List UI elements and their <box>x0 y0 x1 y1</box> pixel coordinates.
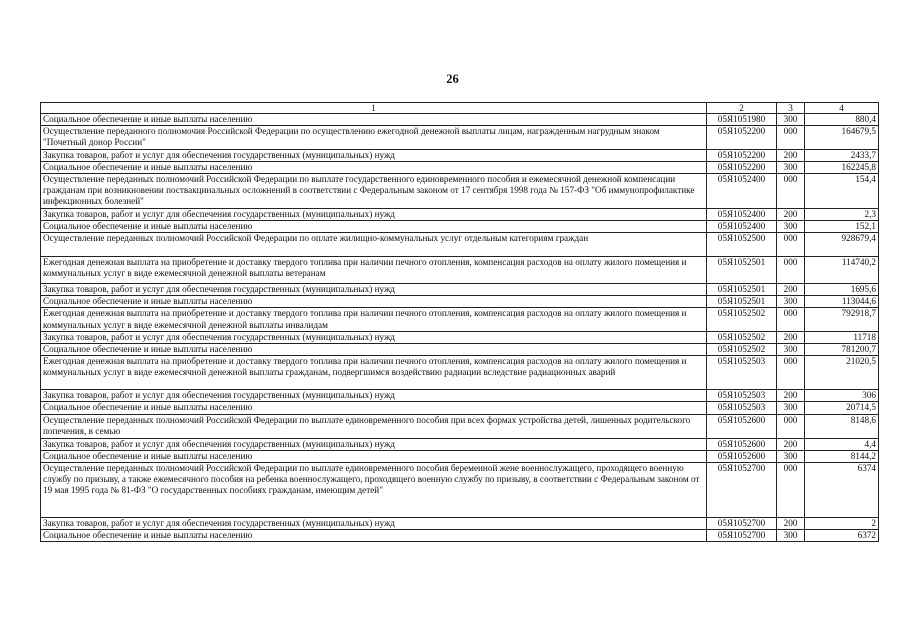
row-type-cell: 200 <box>777 438 805 450</box>
row-type-cell: 300 <box>777 402 805 414</box>
table-row <box>41 390 879 402</box>
row-sum-cell: 164679,5 <box>805 126 879 149</box>
row-code-cell: 05Я1052600 <box>707 450 777 462</box>
row-code-cell: 05Я1052503 <box>707 356 777 390</box>
row-sum-cell: 20714,5 <box>805 402 879 414</box>
row-sum-cell: 152,1 <box>805 220 879 232</box>
table-row <box>41 174 879 209</box>
row-type-cell: 300 <box>777 450 805 462</box>
row-code-cell: 05Я1052600 <box>707 414 777 438</box>
row-code-cell: 05Я1052700 <box>707 530 777 542</box>
row-name-cell: Социальное обеспечение и иные выплаты населению <box>41 402 707 414</box>
budget-table <box>40 102 879 542</box>
row-type-cell: 300 <box>777 220 805 232</box>
table-row <box>41 284 879 296</box>
row-name-cell: Социальное обеспечение и иные выплаты населению <box>41 161 707 173</box>
header-cell-type: 3 <box>777 103 805 114</box>
table-row <box>41 414 879 438</box>
row-code-cell: 05Я1052600 <box>707 438 777 450</box>
row-name-cell: Закупка товаров, работ и услуг для обеспечения государственных (муниципальных) нужд <box>41 390 707 402</box>
table-row <box>41 402 879 414</box>
header-cell-name: 1 <box>41 103 707 114</box>
row-type-cell: 300 <box>777 296 805 308</box>
table-row <box>41 114 879 126</box>
row-sum-cell: 2 <box>805 518 879 530</box>
row-code-cell: 05Я1051980 <box>707 114 777 126</box>
row-sum-cell: 113044,6 <box>805 296 879 308</box>
row-sum-cell: 928679,4 <box>805 233 879 257</box>
table-header-row <box>41 103 879 114</box>
row-code-cell: 05Я1052502 <box>707 331 777 343</box>
row-name-cell: Ежегодная денежная выплата на приобретение и доставку твердого топлива при наличии печного отопления, компенсация расходов на оплату жилого помещения и коммунальных услуг в виде ежемесячной денежной выплаты ветеранам <box>41 257 707 284</box>
row-code-cell: 05Я1052400 <box>707 208 777 220</box>
row-type-cell: 300 <box>777 161 805 173</box>
row-code-cell: 05Я1052400 <box>707 220 777 232</box>
table-row <box>41 463 879 518</box>
row-type-cell: 300 <box>777 530 805 542</box>
row-sum-cell: 2433,7 <box>805 149 879 161</box>
table-row <box>41 438 879 450</box>
row-name-cell: Закупка товаров, работ и услуг для обеспечения государственных (муниципальных) нужд <box>41 208 707 220</box>
row-sum-cell: 11718 <box>805 331 879 343</box>
row-name-cell: Осуществление переданных полномочий Российской Федерации по выплате единовременного пособия при всех формах устройства детей, лишенных родительского попечения, в семью <box>41 414 707 438</box>
table-row <box>41 257 879 284</box>
row-name-cell: Осуществление переданных полномочий Российской Федерации по оплате жилищно-коммунальных услуг отдельным категориям граждан <box>41 233 707 257</box>
row-sum-cell: 6372 <box>805 530 879 542</box>
row-name-cell: Социальное обеспечение и иные выплаты населению <box>41 114 707 126</box>
row-code-cell: 05Я1052501 <box>707 284 777 296</box>
table-row <box>41 450 879 462</box>
row-sum-cell: 2,3 <box>805 208 879 220</box>
row-sum-cell: 6374 <box>805 463 879 518</box>
table-row <box>41 308 879 331</box>
row-type-cell: 000 <box>777 356 805 390</box>
row-name-cell: Ежегодная денежная выплата на приобретение и доставку твердого топлива при наличии печного отопления, компенсация расходов на оплату жилого помещения и коммунальных услуг в виде ежемесячной денежной выплаты инвалидам <box>41 308 707 331</box>
table-row <box>41 530 879 542</box>
row-type-cell: 000 <box>777 463 805 518</box>
row-name-cell: Осуществление переданных полномочий Российской Федерации по выплате государственного единовременного пособия и ежемесячной денежной компенсации гражданам при возникновении поствакцинальных осложнений в соответствии с Федеральным законом от 17 сентября 1998 года № 157-ФЗ "Об иммунопрофилактике инфекционных болезней" <box>41 174 707 209</box>
row-sum-cell: 8144,2 <box>805 450 879 462</box>
row-sum-cell: 8148,6 <box>805 414 879 438</box>
row-sum-cell: 880,4 <box>805 114 879 126</box>
row-code-cell: 05Я1052501 <box>707 257 777 284</box>
row-code-cell: 05Я1052503 <box>707 402 777 414</box>
row-type-cell: 000 <box>777 308 805 331</box>
row-type-cell: 200 <box>777 390 805 402</box>
row-type-cell: 200 <box>777 208 805 220</box>
row-type-cell: 000 <box>777 126 805 149</box>
row-code-cell: 05Я1052400 <box>707 174 777 209</box>
row-sum-cell: 781200,7 <box>805 344 879 356</box>
table-row <box>41 161 879 173</box>
row-type-cell: 200 <box>777 518 805 530</box>
row-code-cell: 05Я1052503 <box>707 390 777 402</box>
row-name-cell: Ежегодная денежная выплата на приобретение и доставку твердого топлива при наличии печного отопления, компенсация расходов на оплату жилого помещения и коммунальных услуг в виде ежемесячной денежной выплаты гражданам, подвергшимся воздействию радиации вследствие радиационных аварий <box>41 356 707 390</box>
row-type-cell: 300 <box>777 114 805 126</box>
row-sum-cell: 1695,6 <box>805 284 879 296</box>
header-cell-sum: 4 <box>805 103 879 114</box>
row-code-cell: 05Я1052502 <box>707 308 777 331</box>
table-row <box>41 344 879 356</box>
table-row <box>41 126 879 149</box>
row-name-cell: Осуществление переданных полномочий Российской Федерации по выплате единовременного пособия беременной жене военнослужащего, проходящего военную службу по призыву, а также ежемесячного пособия на ребенка военнослужащего, проходящего военную службу по призыву, в соответствии с Федеральным законом от 19 мая 1995 года № 81-ФЗ "О государственных пособиях гражданам, имеющим детей" <box>41 463 707 518</box>
row-code-cell: 05Я1052501 <box>707 296 777 308</box>
table-row <box>41 220 879 232</box>
row-code-cell: 05Я1052502 <box>707 344 777 356</box>
row-name-cell: Закупка товаров, работ и услуг для обеспечения государственных (муниципальных) нужд <box>41 331 707 343</box>
row-type-cell: 000 <box>777 233 805 257</box>
row-code-cell: 05Я1052500 <box>707 233 777 257</box>
table-row <box>41 518 879 530</box>
row-name-cell: Социальное обеспечение и иные выплаты населению <box>41 220 707 232</box>
row-name-cell: Закупка товаров, работ и услуг для обеспечения государственных (муниципальных) нужд <box>41 149 707 161</box>
row-name-cell: Закупка товаров, работ и услуг для обеспечения государственных (муниципальных) нужд <box>41 284 707 296</box>
row-type-cell: 000 <box>777 257 805 284</box>
row-code-cell: 05Я1052700 <box>707 463 777 518</box>
row-sum-cell: 4,4 <box>805 438 879 450</box>
row-type-cell: 200 <box>777 284 805 296</box>
row-name-cell: Социальное обеспечение и иные выплаты населению <box>41 530 707 542</box>
row-name-cell: Социальное обеспечение и иные выплаты населению <box>41 450 707 462</box>
row-code-cell: 05Я1052200 <box>707 126 777 149</box>
row-name-cell: Социальное обеспечение и иные выплаты населению <box>41 296 707 308</box>
row-code-cell: 05Я1052200 <box>707 149 777 161</box>
table-body <box>41 114 879 542</box>
row-type-cell: 300 <box>777 344 805 356</box>
row-type-cell: 200 <box>777 331 805 343</box>
table-row <box>41 208 879 220</box>
row-sum-cell: 21020,5 <box>805 356 879 390</box>
table-row <box>41 233 879 257</box>
row-name-cell: Закупка товаров, работ и услуг для обеспечения государственных (муниципальных) нужд <box>41 438 707 450</box>
page-number: 26 <box>446 72 459 86</box>
row-code-cell: 05Я1052200 <box>707 161 777 173</box>
row-sum-cell: 792918,7 <box>805 308 879 331</box>
row-code-cell: 05Я1052700 <box>707 518 777 530</box>
table-row <box>41 149 879 161</box>
row-sum-cell: 162245,8 <box>805 161 879 173</box>
row-name-cell: Социальное обеспечение и иные выплаты населению <box>41 344 707 356</box>
row-sum-cell: 306 <box>805 390 879 402</box>
row-type-cell: 200 <box>777 149 805 161</box>
row-name-cell: Осуществление переданного полномочия Российской Федерации по осуществлению ежегодной денежной выплаты лицам, награжденным нагрудным знаком "Почетный донор России" <box>41 126 707 149</box>
table-row <box>41 296 879 308</box>
table-row <box>41 331 879 343</box>
header-cell-code: 2 <box>707 103 777 114</box>
row-name-cell: Закупка товаров, работ и услуг для обеспечения государственных (муниципальных) нужд <box>41 518 707 530</box>
row-type-cell: 000 <box>777 414 805 438</box>
table-row <box>41 356 879 390</box>
row-sum-cell: 154,4 <box>805 174 879 209</box>
row-sum-cell: 114740,2 <box>805 257 879 284</box>
row-type-cell: 000 <box>777 174 805 209</box>
